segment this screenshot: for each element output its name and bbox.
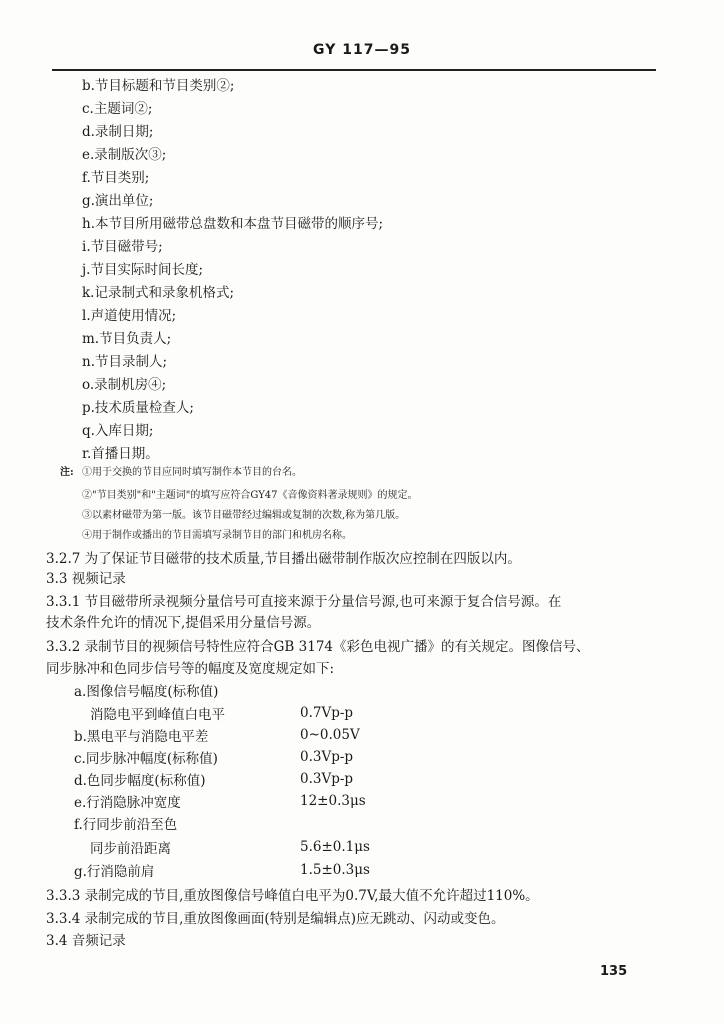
spec-value-b: 0~0.05V	[300, 727, 360, 743]
list-item-d: d.录制日期;	[82, 124, 154, 140]
heading-3-4: 3.4 音频记录	[46, 933, 126, 949]
note-4: ④用于制作或播出的节目需填写录制节目的部门和机房名称。	[82, 530, 352, 541]
spec-value-a-sub: 0.7Vp-p	[300, 705, 354, 721]
spec-label-a: a.图像信号幅度(标称值)	[74, 684, 219, 700]
list-item-h: h.本节目所用磁带总盘数和本盘节目磁带的顺序号;	[82, 216, 384, 232]
spec-label-a-sub: 消隐电平到峰值白电平	[90, 707, 225, 723]
spec-label-c: c.同步脉冲幅度(标称值)	[74, 751, 218, 767]
note-1: ①用于交换的节目应同时填写制作本节目的台名。	[82, 467, 302, 478]
clause-3-3-3: 3.3.3 录制完成的节目,重放图像信号峰值白电平为0.7V,最大值不允许超过110%。	[46, 888, 539, 904]
list-item-g: g.演出单位;	[82, 193, 154, 209]
clause-3-3-1-line-2: 技术条件允许的情况下,提倡采用分量信号源。	[46, 615, 321, 631]
clause-3-3-4: 3.3.4 录制完成的节目,重放图像画面(特别是编辑点)应无跳动、闪动或变色。	[46, 911, 505, 927]
list-item-i: i.节目磁带号;	[82, 239, 163, 255]
list-item-c: c.主题词②;	[82, 101, 153, 117]
spec-value-f-sub: 5.6±0.1μs	[300, 839, 370, 855]
list-item-p: p.技术质量检查人;	[82, 400, 194, 416]
clause-3-3-1-line-1: 3.3.1 节目磁带所录视频分量信号可直接来源于分量信号源,也可来源于复合信号源。在	[46, 594, 562, 610]
spec-label-d: d.色同步幅度(标称值)	[74, 773, 206, 789]
list-item-k: k.记录制式和录象机格式;	[82, 285, 235, 301]
list-item-o: o.录制机房④;	[82, 377, 167, 393]
spec-value-d: 0.3Vp-p	[300, 771, 354, 787]
spec-label-f-sub: 同步前沿距离	[90, 841, 171, 857]
clause-3-3-2-line-2: 同步脉冲和色同步信号等的幅度及宽度规定如下:	[46, 661, 335, 677]
list-item-b: b.节目标题和节目类别②;	[82, 78, 235, 94]
list-item-n: n.节目录制人;	[82, 354, 168, 370]
list-item-j: j.节目实际时间长度;	[82, 262, 204, 278]
list-item-l: l.声道使用情况;	[82, 308, 177, 324]
list-item-r: r.首播日期。	[82, 446, 159, 462]
clause-3-2-7: 3.2.7 为了保证节目磁带的技术质量,节目播出磁带制作版次应控制在四版以内。	[46, 551, 521, 567]
heading-3-3: 3.3 视频记录	[46, 571, 126, 587]
list-item-m: m.节目负责人;	[82, 331, 172, 347]
list-item-e: e.录制版次③;	[82, 147, 167, 163]
spec-value-e: 12±0.3μs	[300, 793, 366, 809]
spec-label-f: f.行同步前沿至色	[74, 817, 178, 833]
spec-value-c: 0.3Vp-p	[300, 749, 354, 765]
list-item-f: f.节目类别;	[82, 170, 150, 186]
spec-label-b: b.黑电平与消隐电平差	[74, 729, 209, 745]
spec-label-e: e.行消隐脉冲宽度	[74, 795, 181, 811]
note-3: ③以素材磁带为第一版。该节目磁带经过编辑或复制的次数,称为第几版。	[82, 510, 406, 521]
page-number: 135	[600, 964, 628, 979]
spec-label-g: g.行消隐前肩	[74, 864, 155, 880]
standard-code-header: GY 117—95	[313, 42, 411, 58]
notes-label: 注:	[60, 467, 74, 478]
clause-3-3-2-line-1: 3.3.2 录制节目的视频信号特性应符合GB 3174《彩色电视广播》的有关规定。图像信号、	[46, 639, 590, 655]
spec-value-g: 1.5±0.3μs	[300, 862, 370, 878]
note-2: ②"节目类别"和"主题词"的填写应符合GY47《音像资料著录规则》的规定。	[82, 490, 418, 501]
header-rule	[52, 69, 656, 71]
list-item-q: q.入库日期;	[82, 423, 154, 439]
